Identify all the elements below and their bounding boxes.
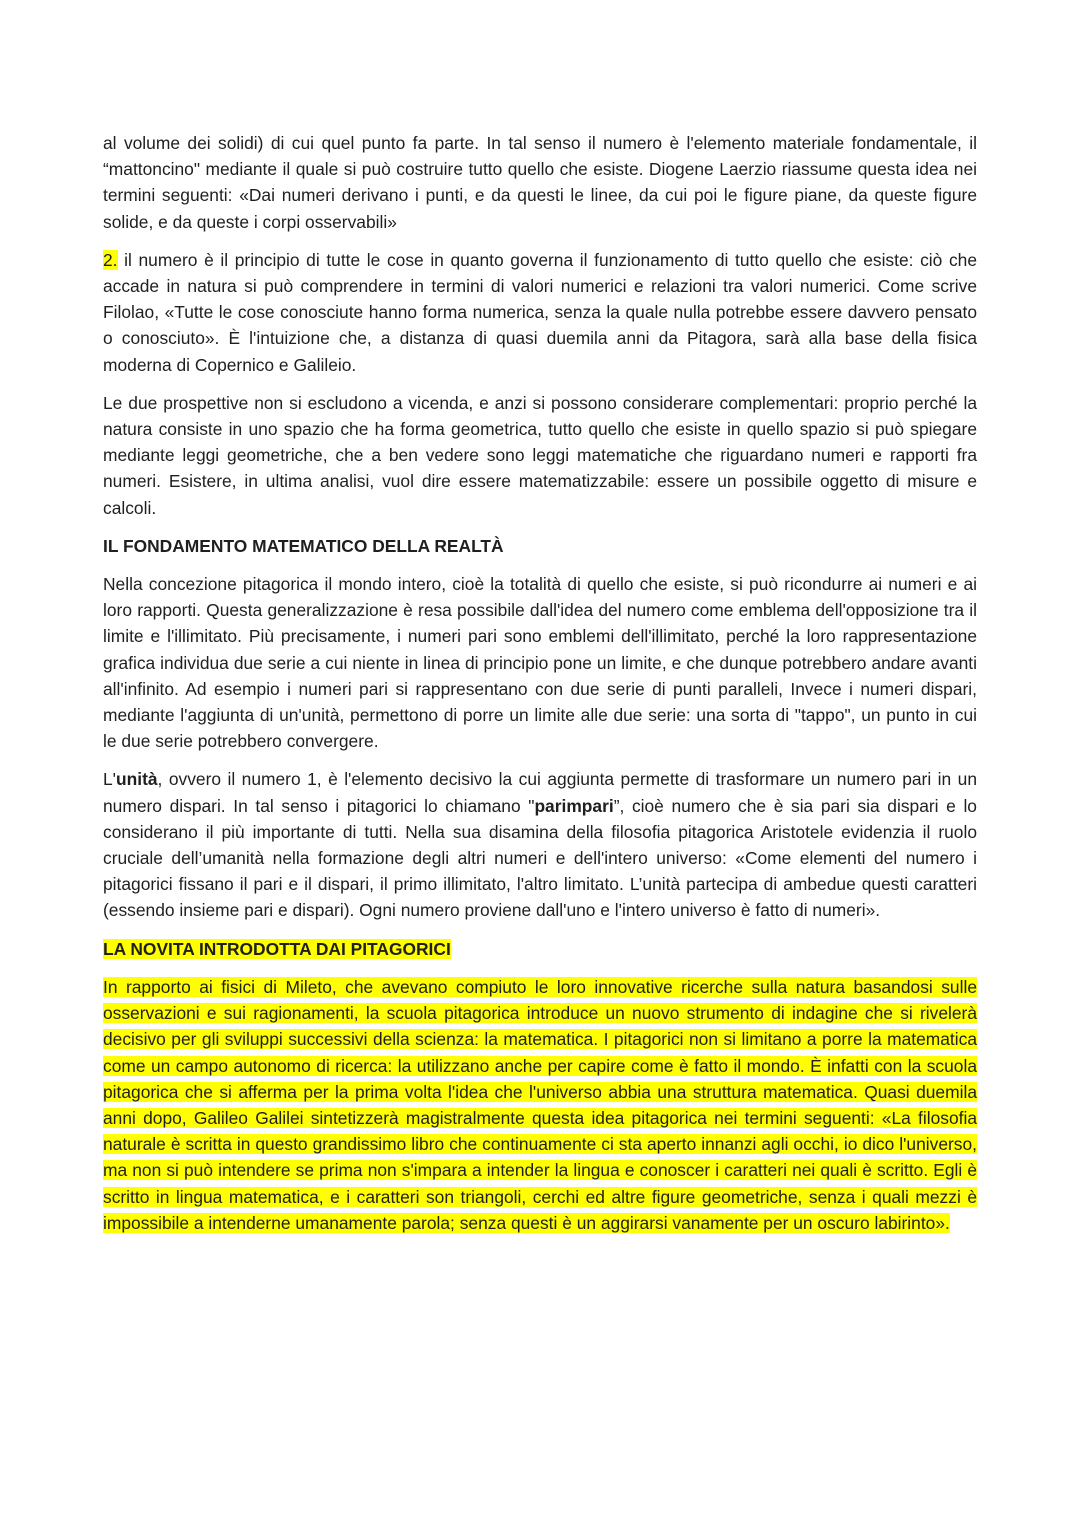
list-marker-2: 2. bbox=[103, 249, 118, 270]
paragraph-novita-text: In rapporto ai fisici di Mileto, che avevano compiuto le loro innovative ricerche sulla natura basandosi sulle osservazioni e sui ragionamenti, la scuola pitagorica introduce un nuovo strumento di indagine che si rivelerà decisivo per gli sviluppi successivi della scienza: la matematica. I pitagorici non si limitano a porre la matematica come un campo autonomo di ricerca: la utilizzano anche per capire come è fatto il mondo. È infatti con la scuola pitagorica che si afferma per la prima volta l'idea che l'universo abbia una struttura matematica. Quasi duemila anni dopo, Galileo Galilei sintetizzerà magistralmente questa idea pitagorica nei termini seguenti: «La filosofia naturale è scritta in questo grandissimo libro che continuamente ci sta aperto innanzi agli occhi, io dico l'universo, ma non si può intendere se prima non s'impara a intender la lingua e conoscer i caratteri nei quali è scritto. Egli è scritto in lingua matematica, e i caratteri son triangoli, cerchi ed altre figure geometriche, senza i quali mezzi è impossibile a intenderne umanamente parola; senza questi è un aggirarsi vanamente per un oscuro labirinto». bbox=[103, 976, 977, 1233]
document-page bbox=[103, 130, 977, 1248]
heading-novita bbox=[103, 936, 977, 962]
paragraph-point-2 bbox=[103, 247, 977, 378]
term-parimpari: parimpari bbox=[534, 795, 614, 816]
heading-novita-text: LA NOVITA INTRODOTTA DAI PITAGORICI bbox=[103, 938, 451, 959]
term-unita: unità bbox=[116, 769, 158, 790]
paragraph-novita bbox=[103, 974, 977, 1236]
paragraph-unity bbox=[103, 766, 977, 923]
paragraph-unity-b: , ovvero il numero 1, è l'elemento decisivo la cui aggiunta permette di trasformare un numero pari in un numero dispari. In tal senso i pitagorici lo chiamano " bbox=[103, 769, 977, 816]
paragraph-unity-a: L' bbox=[103, 769, 116, 790]
paragraph-point-2-text: il numero è il principio di tutte le cose in quanto governa il funzionamento di tutto quello che esiste: ciò che accade in natura si può comprendere in termini di valori numerici e relazioni tra valori numerici. Come scrive Filolao, «Tutte le cose conosciute hanno forma numerica, senza la quale nulla potrebbe essere davvero pensato o conosciuto». È l'intuizione che, a distanza di quasi duemila anni da Pitagora, sarà alla base della fisica moderna di Copernico e Galileio. bbox=[103, 249, 977, 375]
paragraph-unity-c: ”, cioè numero che è sia pari sia dispari e lo considerano il più importante di tutti. Nella sua disamina della filosofia pitagorica Aristotele evidenzia il ruolo cruciale dell’umanità nella formazione degli altri numeri e dell'intero universo: «Come elementi del numero i pitagorici fissano il pari e il dispari, il primo illimitato, l'altro limitato. L’unità partecipa di ambedue questi caratteri (essendo insieme pari e dispari). Ogni numero proviene dall'uno e l'intero universo è fatto di numeri». bbox=[103, 795, 977, 921]
heading-fondamento: IL FONDAMENTO MATEMATICO DELLA REALTÀ bbox=[103, 535, 504, 556]
paragraph-pythagorean-conception: Nella concezione pitagorica il mondo intero, cioè la totalità di quello che esiste, si può ricondurre ai numeri e ai loro rapporti. Questa generalizzazione è resa possibile dall'idea del numero come emblema dell'opposizione tra il limite e l'illimitato. Più precisamente, i numeri pari sono emblemi dell'illimitato, perché la loro rappresentazione grafica individua due serie a cui niente in linea di principio pone un limite, e che dunque potrebbero andare avanti all'infinito. Ad esempio i numeri pari si rappresentano con due serie di punti paralleli, Invece i numeri dispari, mediante l'aggiunta di un'unità, permettono di porre un limite alle due serie: una sorta di "tappo", un punto in cui le due serie potrebbero convergere. bbox=[103, 574, 977, 752]
paragraph-solids-continuation: al volume dei solidi) di cui quel punto fa parte. In tal senso il numero è l'elemento materiale fondamentale, il “mattoncino" mediante il quale si può costruire tutto quello che esiste. Diogene Laerzio riassume questa idea nei termini seguenti: «Dai numeri derivano i punti, e da questi le linee, da cui poi le figure piane, da queste figure solide, e da queste i corpi osservabili» bbox=[103, 133, 977, 232]
paragraph-two-perspectives: Le due prospettive non si escludono a vicenda, e anzi si possono considerare complementari: proprio perché la natura consiste in uno spazio che ha forma geometrica, tutto quello che esiste in quello spazio si può spiegare mediante leggi geometriche, che a ben vedere sono leggi matematiche che riguardano numeri e rapporti fra numeri. Esistere, in ultima analisi, vuol dire essere matematizzabile: essere un possibile oggetto di misure e calcoli. bbox=[103, 392, 977, 518]
